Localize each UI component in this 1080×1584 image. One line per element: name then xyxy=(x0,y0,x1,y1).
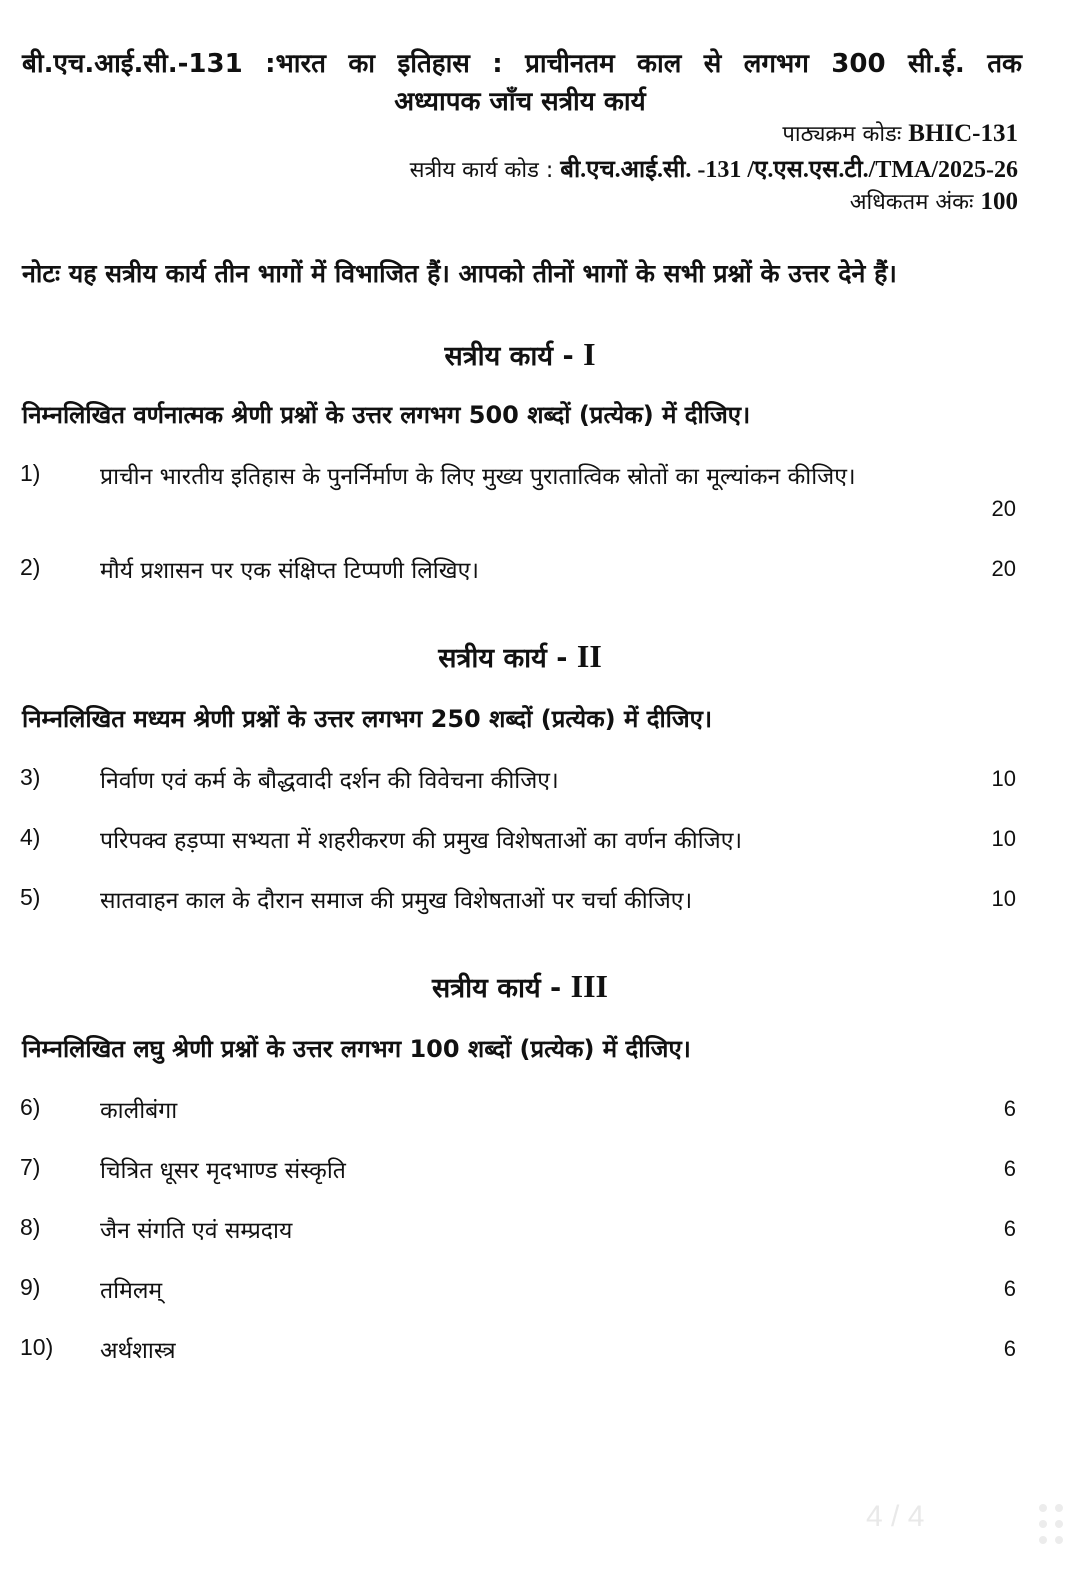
question-text: जैन संगति एवं सम्प्रदाय xyxy=(100,1218,293,1244)
question-text: चित्रित धूसर मृदभाण्ड संस्कृति xyxy=(100,1158,346,1184)
question-marks: 6 xyxy=(1003,1276,1016,1301)
page-indicator: 4 / 4 xyxy=(866,1500,925,1533)
question-number: 7) xyxy=(20,1154,41,1180)
question-text: प्राचीन भारतीय इतिहास के पुनर्निर्माण के लिए मुख्य पुरातात्विक स्रोतों का मूल्यांकन कीजिए। xyxy=(100,464,856,490)
assignment-code-label: सत्रीय कार्य कोड : xyxy=(409,158,554,183)
question-number: 5) xyxy=(20,884,41,910)
question-text: मौर्य प्रशासन पर एक संक्षिप्त टिप्पणी लिखिए। xyxy=(100,558,479,584)
question-marks: 20 xyxy=(991,556,1016,581)
max-marks-line xyxy=(850,186,1018,216)
question-number: 9) xyxy=(20,1274,41,1300)
course-code-value: BHIC-131 xyxy=(908,120,1018,147)
question-number: 8) xyxy=(20,1214,41,1240)
question-number: 6) xyxy=(20,1094,41,1120)
section-heading-prefix: सत्रीय कार्य - xyxy=(432,973,562,1004)
section-instruction-3: निम्नलिखित लघु श्रेणी प्रश्नों के उत्तर लगभग 100 शब्दों (प्रत्येक) में दीजिए। xyxy=(22,1035,691,1063)
question-number: 10) xyxy=(20,1334,54,1360)
question-marks: 10 xyxy=(991,886,1016,911)
assignment-code-value: बी.एच.आई.सी. -131 /ए.एस.एस.टी./TMA/2025-26 xyxy=(560,157,1018,183)
section-instruction-2: निम्नलिखित मध्यम श्रेणी प्रश्नों के उत्तर लगभग 250 शब्दों (प्रत्येक) में दीजिए। xyxy=(22,705,713,733)
note-paragraph: नोटः यह सत्रीय कार्य तीन भागों में विभाजित हैं। आपको तीनों भागों के सभी प्रश्नों के उत्तर देने हैं। xyxy=(22,259,897,288)
section-heading-3 xyxy=(0,968,1040,1005)
section-heading-prefix: सत्रीय कार्य - xyxy=(438,643,568,674)
section-heading-numeral: I xyxy=(583,336,596,372)
question-marks: 6 xyxy=(1003,1336,1016,1361)
section-heading-numeral: III xyxy=(570,968,608,1004)
section-heading-numeral: II xyxy=(576,638,602,674)
question-text: निर्वाण एवं कर्म के बौद्धवादी दर्शन की विवेचना कीजिए। xyxy=(100,768,559,794)
question-marks: 6 xyxy=(1003,1156,1016,1181)
question-number: 4) xyxy=(20,824,41,850)
question-number: 2) xyxy=(20,554,41,580)
question-text: तमिलम् xyxy=(100,1278,163,1304)
max-marks-label: अधिकतम अंकः xyxy=(849,190,974,215)
question-text: सातवाहन काल के दौरान समाज की प्रमुख विशेषताओं पर चर्चा कीजिए। xyxy=(100,888,693,914)
document-title: बी.एच.आई.सी.-131 :भारत का इतिहास : प्राचीनतम काल से लगभग 300 सी.ई. तक xyxy=(22,49,1022,79)
section-heading-1 xyxy=(0,336,1040,373)
question-number: 3) xyxy=(20,764,41,790)
question-text: परिपक्व हड़प्पा सभ्यता में शहरीकरण की प्रमुख विशेषताओं का वर्णन कीजिए। xyxy=(100,828,743,854)
question-marks: 10 xyxy=(991,826,1016,851)
course-code-line xyxy=(782,118,1018,148)
question-marks: 6 xyxy=(1003,1216,1016,1241)
assignment-code-line xyxy=(410,152,1018,185)
max-marks-value: 100 xyxy=(980,188,1018,215)
course-code-label: पाठ्यक्रम कोडः xyxy=(782,122,902,147)
question-number: 1) xyxy=(20,460,41,486)
question-marks: 20 xyxy=(991,496,1016,521)
question-marks: 6 xyxy=(1003,1096,1016,1121)
drag-handle-icon[interactable] xyxy=(1035,1500,1075,1560)
section-heading-prefix: सत्रीय कार्य - xyxy=(444,341,574,372)
question-text: अर्थशास्त्र xyxy=(100,1338,176,1364)
question-text: कालीबंगा xyxy=(100,1098,178,1124)
question-marks: 10 xyxy=(991,766,1016,791)
document-subtitle: अध्यापक जाँच सत्रीय कार्य xyxy=(394,87,646,117)
section-heading-2 xyxy=(0,638,1040,675)
section-instruction-1: निम्नलिखित वर्णनात्मक श्रेणी प्रश्नों के उत्तर लगभग 500 शब्दों (प्रत्येक) में दीजिए। xyxy=(22,401,751,429)
